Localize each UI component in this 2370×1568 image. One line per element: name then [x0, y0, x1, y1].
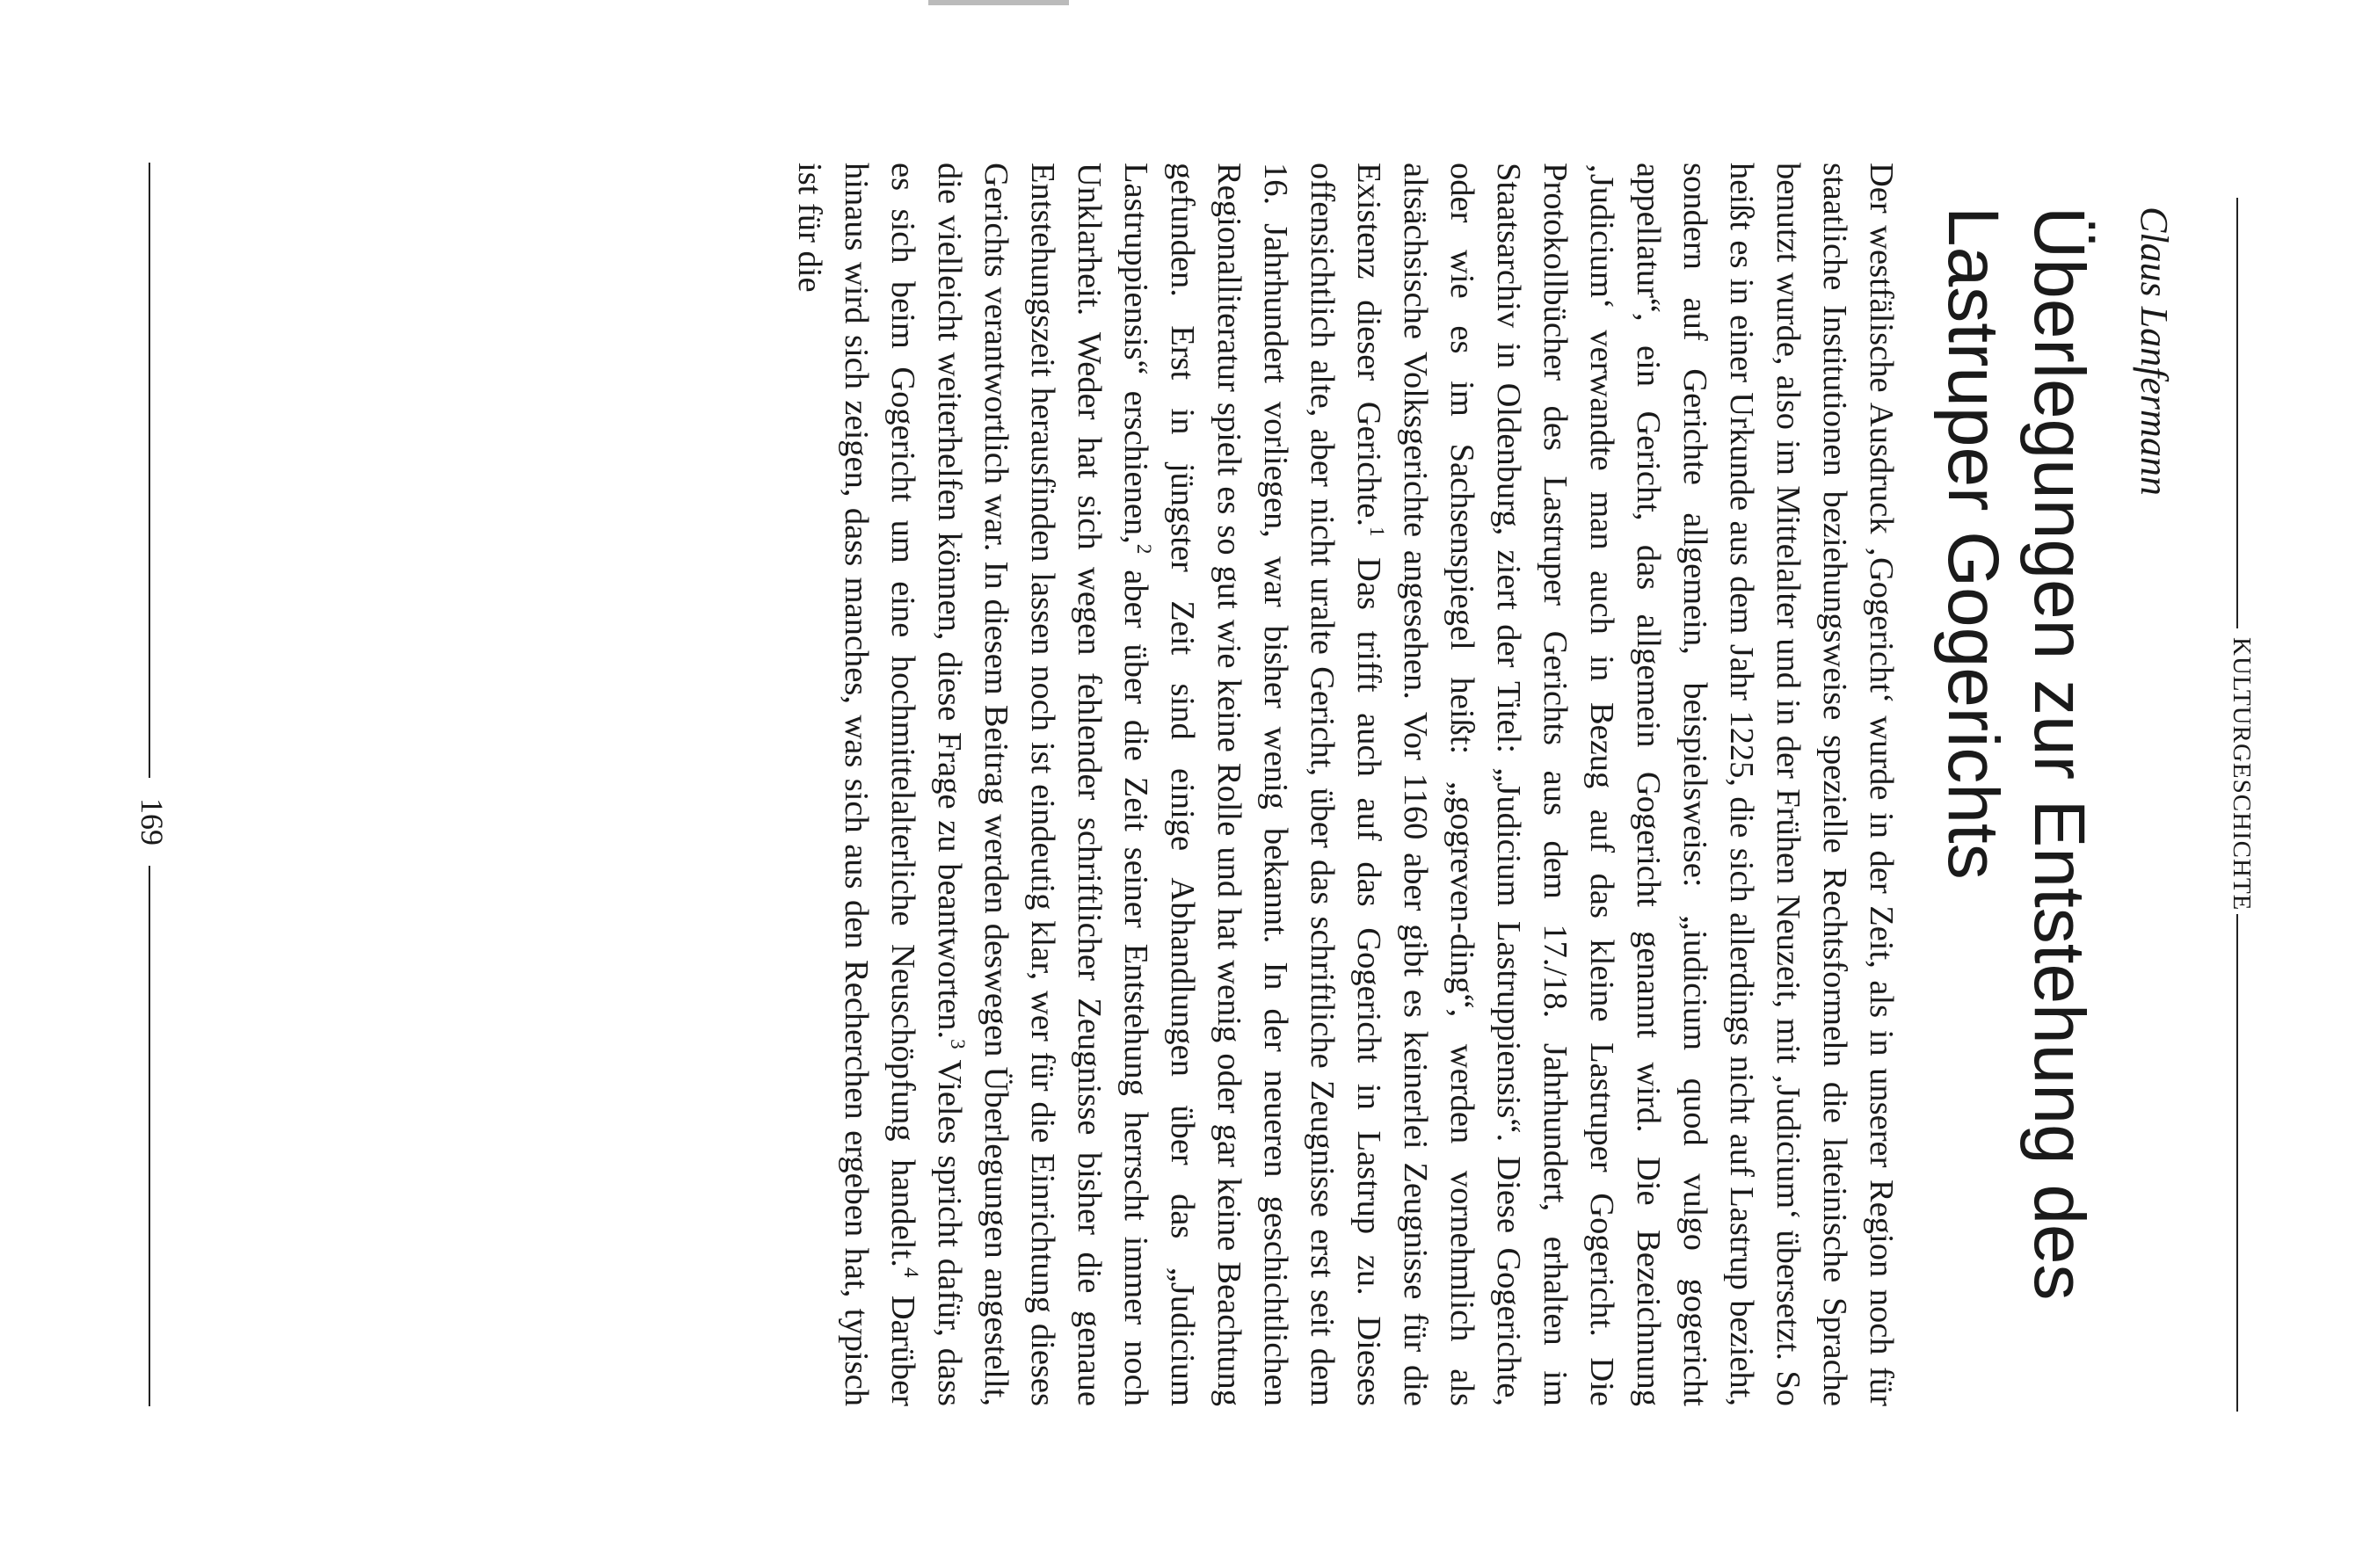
- running-header: KULTURGESCHICHTE: [2228, 637, 2256, 911]
- footnote-marker: 1: [1365, 526, 1389, 537]
- footer-rule-left: [149, 163, 150, 778]
- footnote-marker: 2: [1132, 543, 1156, 555]
- scan-edge-mark: [928, 0, 1069, 5]
- article-title: [1930, 207, 2102, 1437]
- footnote-marker: 4: [899, 1267, 923, 1278]
- author-name: Claus Lanfermann: [2133, 207, 2176, 496]
- article-title-line-2: Lastruper Gogerichts: [1933, 207, 2013, 880]
- header-rule-left: [2236, 198, 2238, 628]
- footer-rule-right: [149, 866, 150, 1406]
- footnote-marker: 3: [946, 1039, 970, 1049]
- header-rule-right: [2236, 914, 2238, 1412]
- page-number: 169: [134, 798, 170, 846]
- body-paragraph: Der westfälische Ausdruck ‚Gogericht‘ wurde in der Zeit, als in unserer Region noch für staatliche Institutionen beziehungsweise spezielle Rechtsformeln die lateinische Sprache benutzt wurde, also im Mittelalter und in der Frühen Neuzeit, mit ‚Judicium‘ übersetzt. So heißt es in einer Urkunde aus dem Jahr 1225, die sich allerdings nicht auf Lastrup bezieht, sondern auf Gerichte allgemein, beispielsweise: „iudicium quod vulgo gogericht appellatur“, ein Gericht, das allgemein Gogericht genannt wird. Die Bezeichnung ‚Judicium‘ verwandte man auch in Bezug auf das kleine Lastruper Gogericht. Die Protokollbücher des Lastruper Gerichts aus dem 17./18. Jahrhundert, erhalten im Staatsarchiv in Oldenburg, ziert der Titel: „Judicium Lastruppiensis“. Diese Gogerichte, oder wie es im Sachsenspiegel heißt: „gogreven-ding“, werden vornehmlich als altsächsische Volksgerichte angesehen. Vor 1160 aber gibt es keinerlei Zeugnisse für die Existenz dieser Gerichte.$^1$ Das trifft auch auf das Gogericht in Lastrup zu. Dieses offensichtlich alte, aber nicht uralte Gericht, über das schriftliche Zeugnisse erst seit dem 16. Jahrhundert vorliegen, war bisher wenig bekannt. In der neueren geschichtlichen Regionalliteratur spielt es so gut wie keine Rolle und hat wenig oder gar keine Beachtung gefunden. Erst in jüngster Zeit sind einige Abhandlungen über das „Judicium Lastruppiensis“ erschienen,$^2$ aber über die Zeit seiner Entstehung herrscht immer noch Unklarheit. Weder hat sich wegen fehlender schriftlicher Zeugnisse bisher die genaue Entstehungszeit herausfinden lassen noch ist eindeutig klar, wer für die Einrichtung dieses Gerichts verantwortlich war. In diesem Beitrag werden deswegen Überlegungen angestellt, die vielleicht weiterhelfen können, diese Frage zu beantworten.$^3$ Vieles spricht dafür, dass es sich beim Gogericht um eine hochmittelalterliche Neuschöpfung handelt.$^4$ Darüber hinaus wird sich zeigen, dass manches, was sich aus den Recherchen ergeben hat, typisch ist für die: [791, 163, 1900, 1406]
- article-title-line-1: Überlegungen zur Entstehung des: [2019, 207, 2099, 1301]
- article-body: [786, 163, 1904, 1406]
